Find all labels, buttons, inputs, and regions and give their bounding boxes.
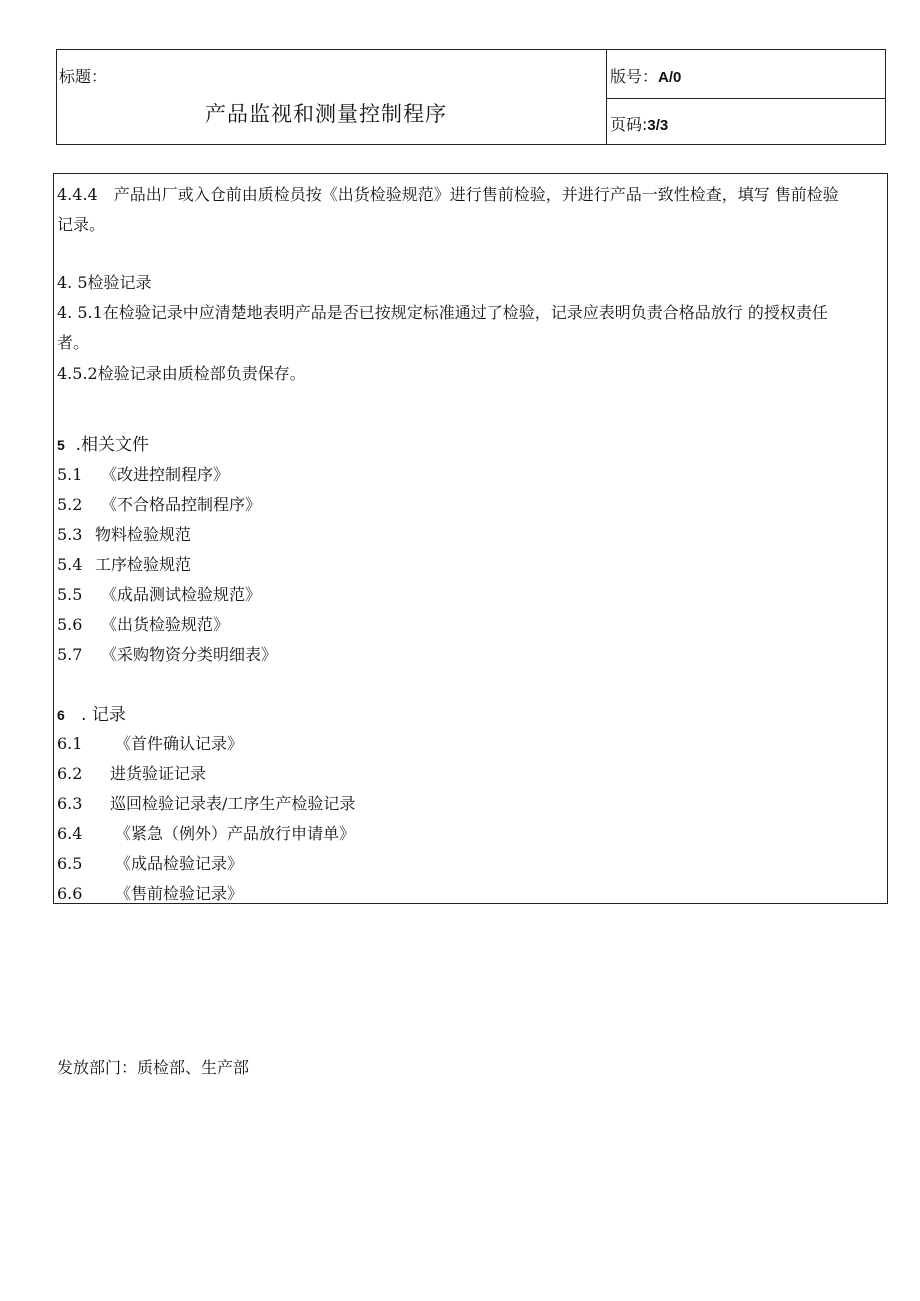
list-item: 5.1 《改进控制程序》 (57, 465, 230, 484)
section-5-number: 5 (57, 437, 65, 453)
header-page-cell (607, 98, 885, 144)
section-6-title: . 记录 (81, 705, 126, 725)
list-item: 5.3 物料检验规范 (57, 525, 192, 544)
list-item: 5.2 《不合格品控制程序》 (57, 495, 262, 514)
version-value: A/0 (658, 69, 682, 86)
title-label: 标题： (59, 67, 108, 86)
page-label: 页码: (610, 115, 648, 134)
list-item: 5.4 工序检验规范 (57, 555, 192, 574)
section-6-number: 6 (57, 707, 65, 723)
list-item: 6.4 《紧急（例外）产品放行申请单》 (57, 824, 356, 843)
paragraph-4-4-4-line1: 4.4.4 产品出厂或入仓前由质检员按《出货检验规范》进行售前检验，并进行产品一致性检查，填写 售前检验 (57, 185, 839, 204)
list-item: 6.6 《售前检验记录》 (57, 884, 244, 903)
list-item: 6.2 进货验证记录 (57, 764, 207, 783)
list-item: 6.5 《成品检验记录》 (57, 854, 244, 873)
header-version-cell (607, 50, 885, 99)
distribution-departments: 发放部门：质检部、生产部 (57, 1058, 250, 1077)
list-item: 6.3 巡回检验记录表/工序生产检验记录 (57, 794, 356, 813)
header-title-cell (57, 50, 607, 144)
list-item: 5.5 《成品测试检验规范》 (57, 585, 262, 604)
list-item: 5.7 《采购物资分类明细表》 (57, 645, 278, 664)
section-5-heading (57, 430, 149, 455)
list-item: 5.6 《出货检验规范》 (57, 615, 230, 634)
version-label: 版号： (610, 67, 659, 86)
paragraph-4-4-4-line2: 记录。 (57, 215, 106, 234)
paragraph-4-5-2: 4.5.2检验记录由质检部负责保存。 (57, 364, 306, 383)
document-title: 产品监视和测量控制程序 (205, 102, 447, 126)
section-6-heading (57, 700, 126, 725)
page-value: 3/3 (647, 117, 669, 134)
section-5-title: .相关文件 (75, 435, 150, 455)
paragraph-4-5-1-line1: 4. 5.1在检验记录中应清楚地表明产品是否已按规定标准通过了检验，记录应表明负责合格品放行 的授权责任 (57, 303, 828, 322)
content-box (53, 173, 888, 904)
heading-4-5: 4. 5检验记录 (57, 273, 152, 292)
list-item: 6.1 《首件确认记录》 (57, 734, 244, 753)
document-header (56, 49, 886, 145)
paragraph-4-5-1-line2: 者。 (57, 333, 90, 352)
